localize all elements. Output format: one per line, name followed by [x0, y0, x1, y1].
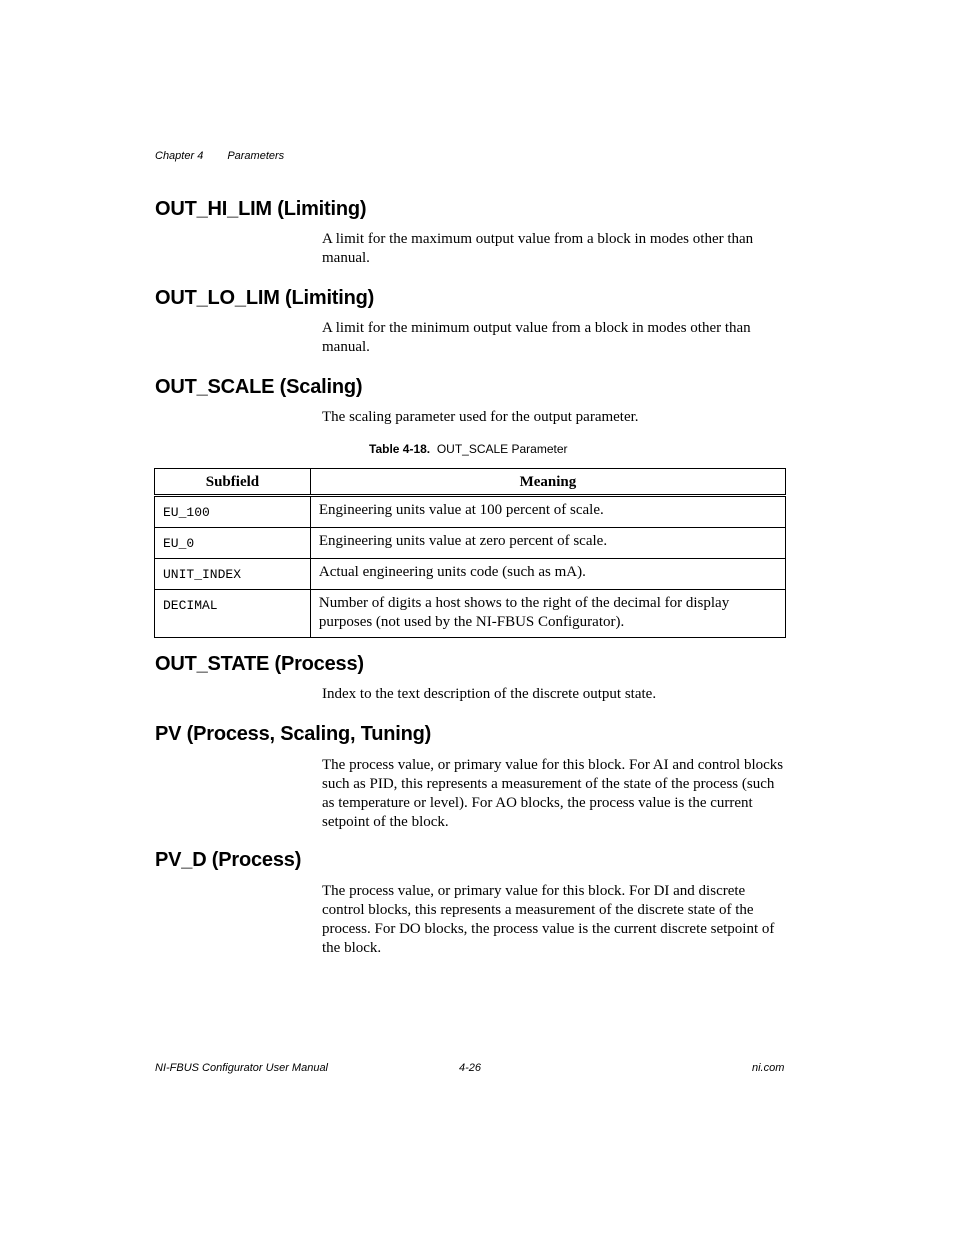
section-title-out-lo-lim: OUT_LO_LIM (Limiting) [155, 287, 375, 309]
column-header-subfield: Subfield [155, 469, 311, 496]
subfield-cell: EU_100 [155, 496, 311, 528]
section-title-pv: PV (Process, Scaling, Tuning) [155, 723, 432, 745]
table-caption-label: Table 4-18. [369, 442, 431, 456]
section-title-pv-d: PV_D (Process) [155, 849, 302, 871]
section-body-out-state: Index to the text description of the discrete output state. [322, 686, 657, 702]
subfield-cell: DECIMAL [155, 590, 311, 638]
column-header-meaning: Meaning [310, 469, 785, 496]
section-title-out-state: OUT_STATE (Process) [155, 653, 364, 675]
table-caption-text: OUT_SCALE Parameter [436, 442, 568, 456]
meaning-cell: Engineering units value at zero percent of scale. [310, 528, 785, 559]
section-title-out-scale: OUT_SCALE (Scaling) [155, 376, 363, 398]
running-head [155, 150, 284, 162]
section-body-out-hi-lim: A limit for the maximum output value from a block in modes other than manual. [322, 231, 754, 266]
footer-website: ni.com [752, 1062, 785, 1074]
section-body-out-lo-lim: A limit for the minimum output value from a block in modes other than manual. [322, 320, 751, 355]
section-title-out-hi-lim: OUT_HI_LIM (Limiting) [155, 198, 367, 220]
section-body-pv: The process value, or primary value for this block. For AI and control blocks such as PID, this represents a measurement of the state of the process (such as temperature or level). For AO blocks, the process value is the current setpoint of the block. [322, 757, 784, 830]
section-label: Parameters [227, 150, 285, 162]
chapter-label: Chapter 4 [155, 150, 204, 162]
section-body-pv-d: The process value, or primary value for this block. For DI and discrete control blocks, this represents a measurement of the discrete state of the process. For DO blocks, the process value is the current discrete setpoint of the block. [322, 883, 775, 956]
subfield-cell: UNIT_INDEX [155, 559, 311, 590]
meaning-cell: Engineering units value at 100 percent of scale. [310, 496, 785, 528]
subfield-cell: EU_0 [155, 528, 311, 559]
table-header-row [155, 469, 786, 496]
meaning-cell: Actual engineering units code (such as mA). [310, 559, 785, 590]
table-row [155, 528, 786, 559]
footer-manual-title: NI-FBUS Configurator User Manual [155, 1062, 329, 1074]
out-scale-table [154, 468, 786, 638]
table-row [155, 559, 786, 590]
table-row [155, 590, 786, 638]
section-body-out-scale: The scaling parameter used for the output parameter. [322, 409, 639, 425]
table-row [155, 496, 786, 528]
footer-page-number: 4-26 [459, 1062, 482, 1074]
table-caption [369, 442, 568, 456]
meaning-cell: Number of digits a host shows to the right of the decimal for display purposes (not used by the NI-FBUS Configurator). [310, 590, 785, 638]
